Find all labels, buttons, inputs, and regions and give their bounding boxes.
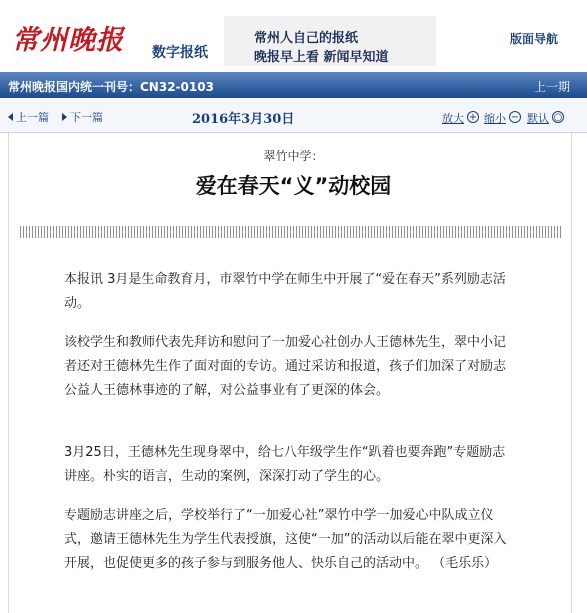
zoom-out-icon[interactable]: − bbox=[510, 112, 520, 123]
issn-text: 常州晚报国内统一刊号：CN32-0103 bbox=[8, 80, 214, 94]
article-paragraph: 该校学生和教师代表先拜访和慰问了一加爱心社创办人王德林先生，翠中小记者还对王德林先生作了面对面的专访。通过采访和报道，孩子们加深了对励志公益人王德林事迹的了解，对公益事业有了更深的体会。 bbox=[64, 335, 507, 398]
slogan-line-1: 常州人自己的报纸 bbox=[254, 31, 359, 46]
zoom-in-icon[interactable]: + bbox=[468, 112, 478, 123]
triangle-left-icon bbox=[8, 113, 13, 121]
layout-nav-link[interactable]: 版面导航 bbox=[510, 32, 559, 46]
article-paragraph: 专题励志讲座之后，学校举行了“一加爱心社”翠竹中学一加爱心中队成立仪式，邀请王德林先生为学生代表授旗，这使“一加”的活动以后能在翠中更深入开展，也促使更多的孩子参与到服务他人、快乐自己的活动中。 （毛乐乐） bbox=[64, 508, 507, 571]
newspaper-logo[interactable]: 常州晚报 bbox=[12, 25, 124, 56]
logo-subtitle: 数字报纸 bbox=[152, 45, 208, 61]
prev-issue-link[interactable]: 上一期 bbox=[534, 80, 571, 94]
article-title: 爱在春天“义”动校园 bbox=[195, 174, 392, 198]
article-paragraph: 本报讯 3月是生命教育月，市翠竹中学在师生中开展了“爱在春天”系列励志活动。 bbox=[64, 272, 506, 311]
article-subtitle: 翠竹中学： bbox=[263, 149, 324, 163]
prev-article-label: 上一篇 bbox=[16, 111, 49, 124]
triangle-right-icon bbox=[62, 113, 67, 121]
zoom-in-link[interactable]: 放大 bbox=[442, 112, 464, 125]
default-size-link[interactable]: 默认 bbox=[527, 112, 549, 125]
next-article-label: 下一篇 bbox=[70, 111, 103, 124]
slogan-line-2: 晚报早上看 新闻早知道 bbox=[254, 50, 389, 65]
issue-date: 2016年3月30日 bbox=[192, 112, 295, 127]
article-paragraph: 3月25日，王德林先生现身翠中，给七八年级学生作“趴着也要奔跑”专题励志讲座。朴实的语言，生动的案例，深深打动了学生的心。 bbox=[64, 445, 506, 484]
default-size-icon[interactable]: ○ bbox=[553, 112, 563, 123]
next-article-link[interactable] bbox=[62, 109, 103, 125]
title-divider bbox=[20, 226, 562, 238]
prev-article-link[interactable] bbox=[8, 109, 49, 125]
zoom-out-link[interactable]: 缩小 bbox=[484, 112, 506, 125]
